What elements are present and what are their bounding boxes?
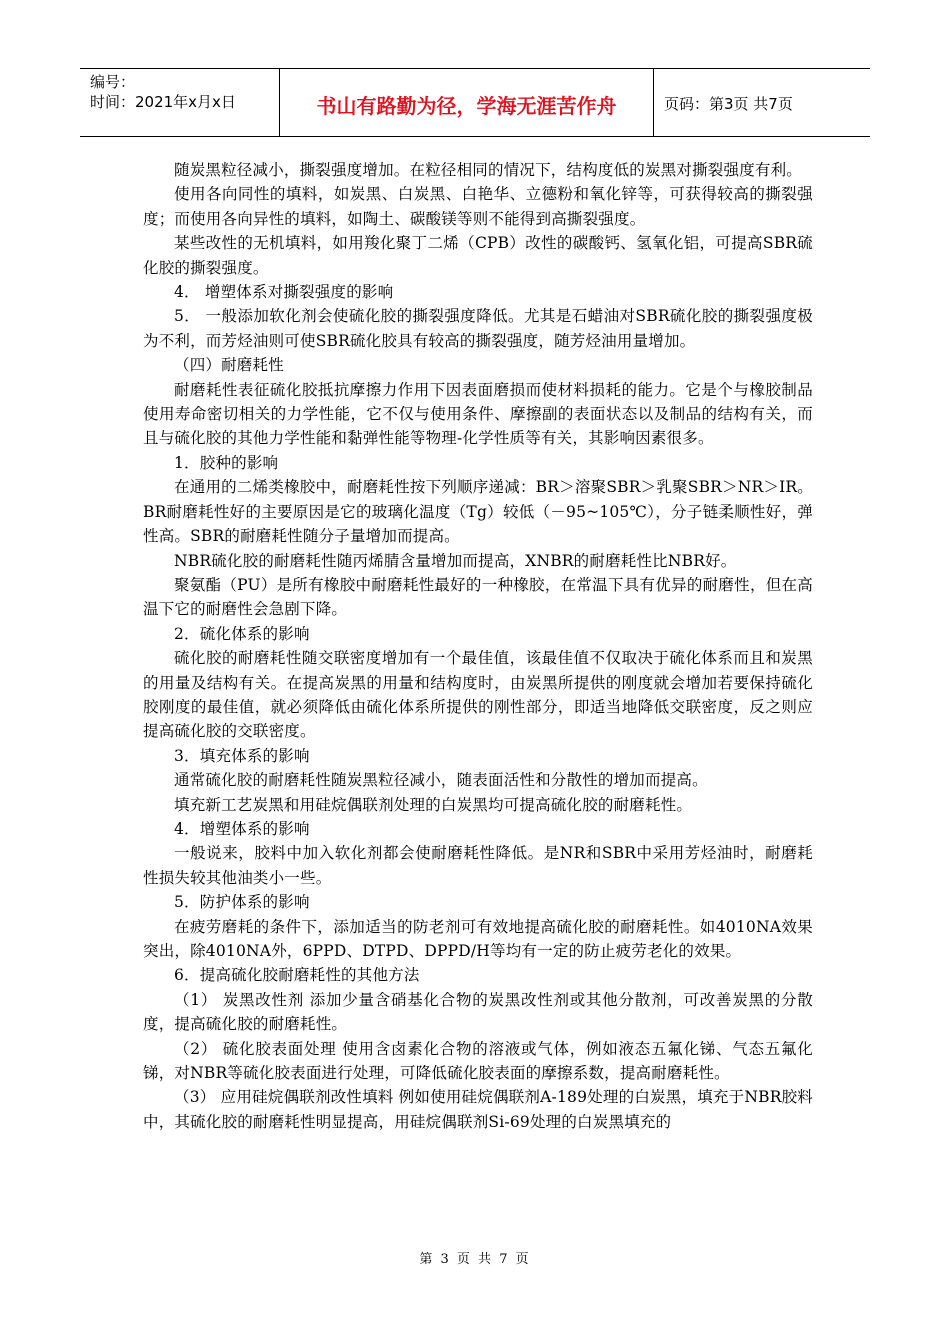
page-footer: 第 3 页 共 7 页 xyxy=(419,1252,531,1267)
paragraph: 填充新工艺炭黑和用硅烷偶联剂处理的白炭黑均可提高硫化胶的耐磨耗性。 xyxy=(174,795,693,814)
paragraph: （2） 硫化胶表面处理 使用含卤素化合物的溶液或气体，例如液态五氟化锑、气态五氟化锑，对NBR等硫化胶表面进行处理，可降低硫化胶表面的摩擦系数，提高耐磨耗性。 xyxy=(143,1039,813,1083)
paragraph: 使用各向同性的填料，如炭黑、白炭黑、白艳华、立德粉和氧化锌等，可获得较高的撕裂强度；而使用各向异性的填料，如陶土、碳酸镁等则不能得到高撕裂强度。 xyxy=(143,185,813,228)
document-date-label: 时间：2021年x月x日 xyxy=(90,93,236,111)
section-heading: 4． 增塑体系对撕裂强度的影响 xyxy=(174,283,394,302)
paragraph: 耐磨耗性表征硫化胶抵抗摩擦力作用下因表面磨损而使材料损耗的能力。它是个与橡胶制品使用寿命密切相关的力学性能，它不仅与使用条件、摩擦副的表面状态以及制品的结构有关，而且与硫化胶的其他力学性能和黏弹性能等物理-化学性质等有关，其影响因素很多。 xyxy=(143,380,813,448)
paragraph: 通常硫化胶的耐磨耗性随炭黑粒径减小，随表面活性和分散性的增加而提高。 xyxy=(174,771,708,790)
section-heading: （四）耐磨耗性 xyxy=(174,356,284,375)
section-heading: 5．防护体系的影响 xyxy=(174,893,310,912)
section-heading: 2．硫化体系的影响 xyxy=(174,624,310,643)
header-page-number: 页码：第3页 共7页 xyxy=(664,95,793,113)
paragraph: 在疲劳磨耗的条件下，添加适当的防老剂可有效地提高硫化胶的耐磨耗性。如4010NA效果突出，除4010NA外，6PPD、DTPD、DPPD/H等均有一定的防止疲劳老化的效果。 xyxy=(143,917,813,960)
paragraph: 随炭黑粒径减小，撕裂强度增加。在粒径相同的情况下，结构度低的炭黑对撕裂强度有利。 xyxy=(174,161,803,179)
section-heading: 1．胶种的影响 xyxy=(174,453,279,472)
paragraph: （1） 炭黑改性剂 添加少量含硝基化合物的炭黑改性剂或其他分散剂，可改善炭黑的分散度，提高硫化胶的耐磨耗性。 xyxy=(143,990,813,1034)
paragraph: 某些改性的无机填料，如用羧化聚丁二烯（CPB）改性的碳酸钙、氢氧化铝，可提高SBR硫化胶的撕裂强度。 xyxy=(143,234,813,277)
paragraph: 在通用的二烯类橡胶中，耐磨耗性按下列顺序递减：BR＞溶聚SBR＞乳聚SBR＞NR＞IR。BR耐磨耗性好的主要原因是它的玻璃化温度（Tg）较低（－95~105℃），分子链柔顺性好，弹性高。SBR的耐磨耗性随分子量增加而提高。 xyxy=(143,478,813,546)
paragraph: 硫化胶的耐磨耗性随交联密度增加有一个最佳值，该最佳值不仅取决于硫化体系而且和炭黑的用量及结构有关。在提高炭黑的用量和结构度时，由炭黑所提供的刚度就会增加若要保持硫化胶刚度的最佳值，就必须降低由硫化体系所提供的刚性部分，即适当地降低交联密度，反之则应提高硫化胶的交联密度。 xyxy=(143,649,813,741)
paragraph: 一般说来，胶料中加入软化剂都会使耐磨耗性降低。是NR和SBR中采用芳烃油时，耐磨耗性损失较其他油类小一些。 xyxy=(143,844,813,887)
document-body xyxy=(143,158,813,1134)
paragraph: NBR硫化胶的耐磨耗性随丙烯腈含量增加而提高，XNBR的耐磨耗性比NBR好。 xyxy=(174,551,737,570)
paragraph: 5． 一般添加软化剂会使硫化胶的撕裂强度降低。尤其是石蜡油对SBR硫化胶的撕裂强度极为不利，而芳烃油则可使SBR硫化胶具有较高的撕裂强度，随芳烃油用量增加。 xyxy=(143,307,813,350)
page-header xyxy=(80,68,870,137)
header-motto: 书山有路勤为径，学海无涯苦作舟 xyxy=(280,69,654,136)
paragraph: 聚氨酯（PU）是所有橡胶中耐磨耗性最好的一种橡胶，在常温下具有优异的耐磨性，但在高温下它的耐磨性会急剧下降。 xyxy=(143,575,813,619)
document-number-label: 编号： xyxy=(90,73,136,91)
section-heading: 4．增塑体系的影响 xyxy=(174,819,310,838)
section-heading: 3．填充体系的影响 xyxy=(174,746,310,765)
paragraph: （3） 应用硅烷偶联剂改性填料 例如使用硅烷偶联剂A-189处理的白炭黑，填充于NBR胶料中，其硫化胶的耐磨耗性明显提高，用硅烷偶联剂Si-69处理的白炭黑填充的 xyxy=(143,1088,813,1131)
header-meta xyxy=(80,69,280,136)
section-heading: 6．提高硫化胶耐磨耗性的其他方法 xyxy=(174,966,420,985)
